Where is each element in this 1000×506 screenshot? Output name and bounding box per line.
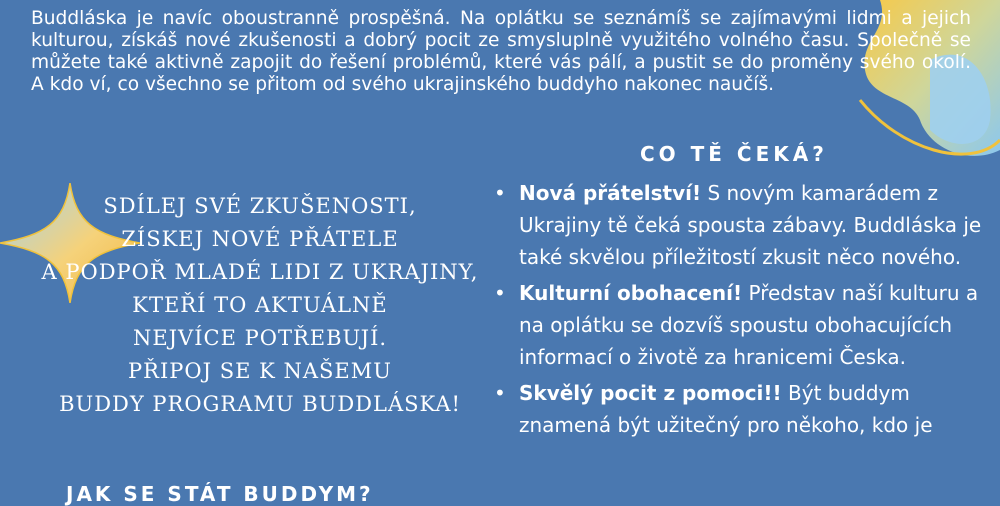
how-heading: JAK SE STÁT BUDDYM? [66, 482, 374, 506]
benefit-text: Představ naší kulturu a na oplátku se dozvíš spoustu obohacujících informací o životě za hranicemi Česka. [519, 281, 979, 369]
benefit-title: Nová přátelství! [519, 181, 702, 205]
promo-line: SDÍLEJ SVÉ ZKUŠENOSTI, [103, 194, 417, 218]
promo-line: NEJVÍCE POTŘEBUJÍ. [132, 326, 388, 350]
list-item [492, 177, 992, 273]
benefits-heading: CO TĚ ČEKÁ? [640, 142, 828, 166]
promo-line: KTEŘÍ TO AKTUÁLNĚ [132, 293, 388, 317]
bullet-icon: • [494, 181, 506, 205]
benefit-title: Kulturní obohacení! [519, 281, 743, 305]
promo-line: PŘIPOJ SE K NAŠEMU [128, 359, 392, 383]
promo-line: ZÍSKEJ NOVÉ PŘÁTELE [121, 227, 399, 251]
promo-text [40, 190, 480, 421]
bullet-icon: • [494, 281, 506, 305]
promo-line: BUDDY PROGRAMU BUDDLÁSKA! [59, 392, 461, 416]
intro-paragraph: Buddláska je navíc oboustranně prospěšná. Na oplátku se seznámíš se zajímavými lidmi a jejich kulturou, získáš nové zkušenosti a dobrý pocit ze smysluplně využitého volného času. Společně se můžete také aktivně zapojit do řešení problémů, které vás pálí, a pustit se do proměny svého okolí. A kdo ví, co všechno se přitom od svého ukrajinského buddyho nakonec naučíš. [31, 8, 971, 95]
benefit-text: S novým kamarádem z Ukrajiny tě čeká spousta zábavy. Buddláska je také skvělou příležitostí zkusit něco nového. [519, 181, 982, 269]
benefit-title: Skvělý pocit z pomoci!! [519, 381, 782, 405]
benefits-list [492, 177, 992, 445]
benefit-text: Být buddym znamená být užitečný pro někoho, kdo je [519, 381, 933, 437]
list-item [492, 377, 992, 441]
promo-line: A PODPOŘ MLADÉ LIDI Z UKRAJINY, [41, 260, 479, 284]
list-item [492, 277, 992, 373]
bullet-icon: • [494, 381, 506, 405]
